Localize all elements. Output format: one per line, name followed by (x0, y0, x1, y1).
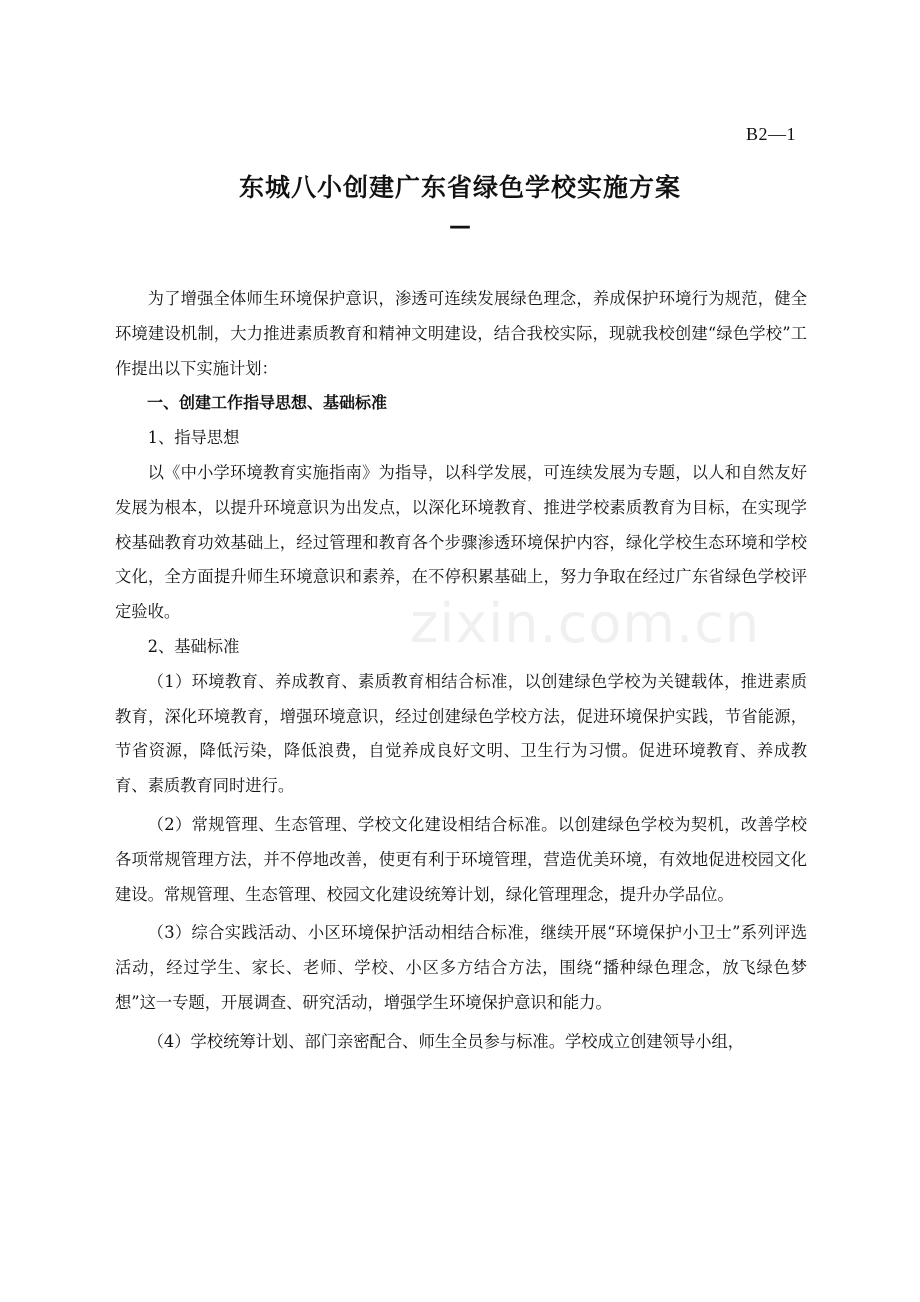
watermark: zixin.com.cn (410, 592, 761, 655)
document-body (115, 282, 807, 1060)
title-dash: — (449, 214, 471, 239)
subheading-basic-standard: 2、基础标准 (147, 636, 240, 656)
subheading-guiding-thought: 1、指导思想 (147, 428, 240, 448)
guiding-thought-paragraph: 以《中小学环境教育实施指南》为指导，以科学发展，可连续发展为专题，以人和自然友好发展为根本，以提升环境意识为出发点，以深化环境教育、推进学校素质教育为目标，在实现学校基础教育功效基础上，经过管理和教育各个步骤渗透环境保护内容，绿化学校生态环境和学校文化，全方面提升师生环境意识和素养，在不停积累基础上，努力争取在经过广东省绿色学校评定验收。 (115, 462, 807, 622)
section-heading-1: 一、创建工作指导思想、基础标准 (147, 393, 388, 413)
standard-paragraph-2: （2）常规管理、生态管理、学校文化建设相结合标准。以创建绿色学校为契机，改善学校各项常规管理方法，并不停地改善，使更有利于环境管理，营造优美环境，有效地促进校园文化建设。常规管理、生态管理、校园文化建设统筹计划，绿化管理理念，提升办学品位。 (115, 814, 807, 904)
standard-paragraph-1: （1）环境教育、养成教育、素质教育相结合标准，以创建绿色学校为关键载体，推进素质教育，深化环境教育，增强环境意识，经过创建绿色学校方法，促进环境保护实践，节省能源，节省资源，降低污染，降低浪费，自觉养成良好文明、卫生行为习惯。促进环境教育、养成教育、素质教育同时进行。 (115, 671, 807, 796)
standard-paragraph-3: （3）综合实践活动、小区环境保护活动相结合标准，继续开展“环境保护小卫士”系列评选活动，经过学生、家长、老师、学校、小区多方结合方法，围绕“播种绿色理念，放飞绿色梦想”这一专题，开展调查、研究活动，增强学生环境保护意识和能力。 (115, 923, 807, 1012)
document-code: B2—1 (745, 124, 796, 144)
intro-paragraph: 为了增强全体师生环境保护意识，渗透可连续发展绿色理念，养成保护环境行为规范，健全环境建设机制，大力推进素质教育和精神文明建设，结合我校实际，现就我校创建“绿色学校”工作提出以下实施计划： (115, 289, 807, 378)
standard-paragraph-4: （4）学校统筹计划、部门亲密配合、师生全员参与标准。学校成立创建领导小组， (147, 1031, 745, 1051)
document-title: 东城八小创建广东省绿色学校实施方案 (238, 173, 681, 202)
